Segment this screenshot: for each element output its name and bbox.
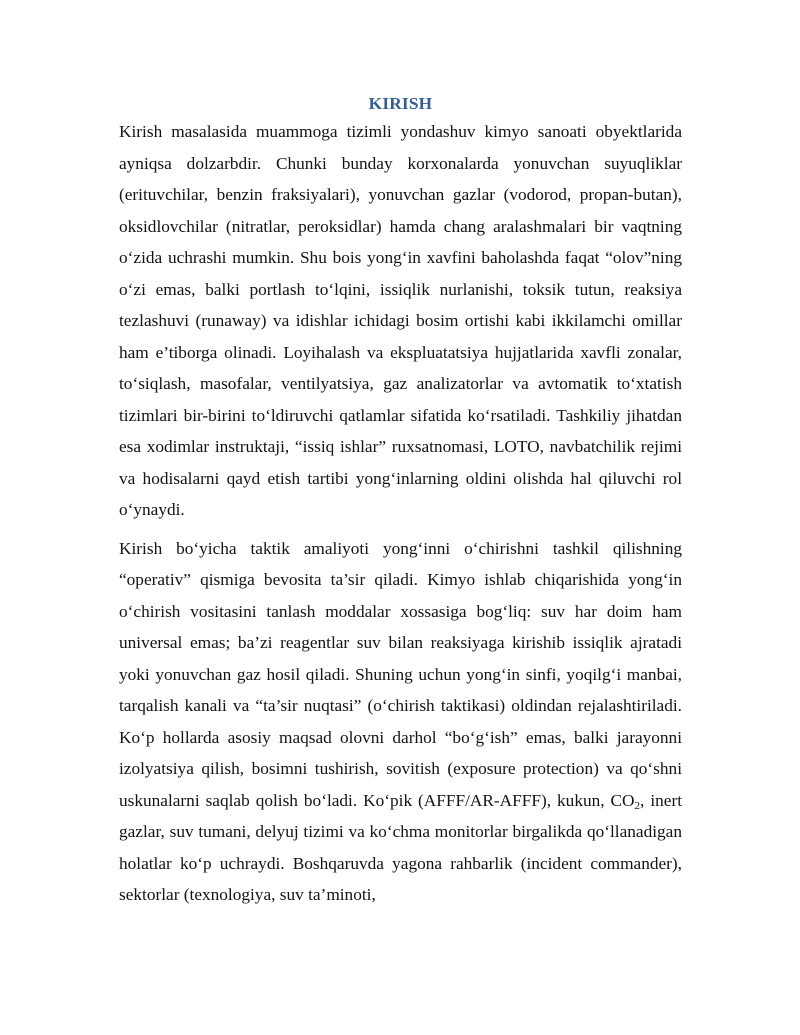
paragraph-2-text-before-formula: Kirish bo‘yicha taktik amaliyoti yong‘inni o‘chirishni tashkil qilishning “operativ” qismiga bevosita ta’sir qiladi. Kimyo ishlab chiqarishida yong‘in o‘chirish vositasini tanlash moddalar xossasiga bog‘liq: suv har doim ham universal emas; ba’zi reagentlar suv bilan reaksiyaga kirishib issiqlik ajratadi yoki yonuvchan gaz hosil qiladi. Shuning uchun yong‘in sinfi, yoqilg‘i manbai, tarqalish kanali va “ta’sir nuqtasi” (o‘chirish taktikasi) oldindan rejalashtiriladi. Ko‘p hollarda asosiy maqsad olovni darhol “bo‘g‘ish” emas, balki jarayonni izolyatsiya qilish, bosimni tushirish, sovitish (exposure protection) va qo‘shni uskunalarni saqlab qolish bo‘ladi. Ko‘pik (AFFF/AR-AFFF), kukun, [119, 538, 682, 810]
paragraph-2 [119, 533, 682, 911]
chemical-formula-subscript: 2 [634, 799, 641, 812]
paragraph-2-text-after-formula: , inert gazlar, suv tumani, delyuj tizimi va ko‘chma monitorlar birgalikda qo‘llanadigan holatlar ko‘p uchraydi. Boshqaruvda yagona rahbarlik (incident commander), sektorlar (texnologiya, suv ta’minoti, [119, 790, 682, 904]
document-body [119, 92, 682, 911]
chemical-formula-base: CO [610, 790, 635, 810]
section-heading: KIRISH [368, 94, 433, 113]
paragraph-1: Kirish masalasida muammoga tizimli yondashuv kimyo sanoati obyektlarida ayniqsa dolzarbdir. Chunki bunday korxonalarda yonuvchan suyuqliklar (erituvchilar, benzin fraksiyalari), yonuvchan gazlar (vodorod, propan-butan), oksidlovchilar (nitratlar, peroksidlar) hamda chang aralashmalari bir vaqtning o‘zida uchrashi mumkin. Shu bois yong‘in xavfini baholashda faqat “olov”ning o‘zi emas, balki portlash to‘lqini, issiqlik nurlanishi, toksik tutun, reaksiya tezlashuvi (runaway) va idishlar ichidagi bosim ortishi kabi ikkilamchi omillar ham e’tiborga olinadi. Loyihalash va ekspluatatsiya hujjatlarida xavfli zonalar, to‘siqlash, masofalar, ventilyatsiya, gaz analizatorlar va avtomatik to‘xtatish tizimlari bir-birini to‘ldiruvchi qatlamlar sifatida ko‘rsatiladi. Tashkiliy jihatdan esa xodimlar instruktaji, “issiq ishlar” ruxsatnomasi, LOTO, navbatchilik rejimi va hodisalarni qayd etish tartibi yong‘inlarning oldini olishda hal qiluvchi rol o‘ynaydi. [119, 122, 682, 519]
